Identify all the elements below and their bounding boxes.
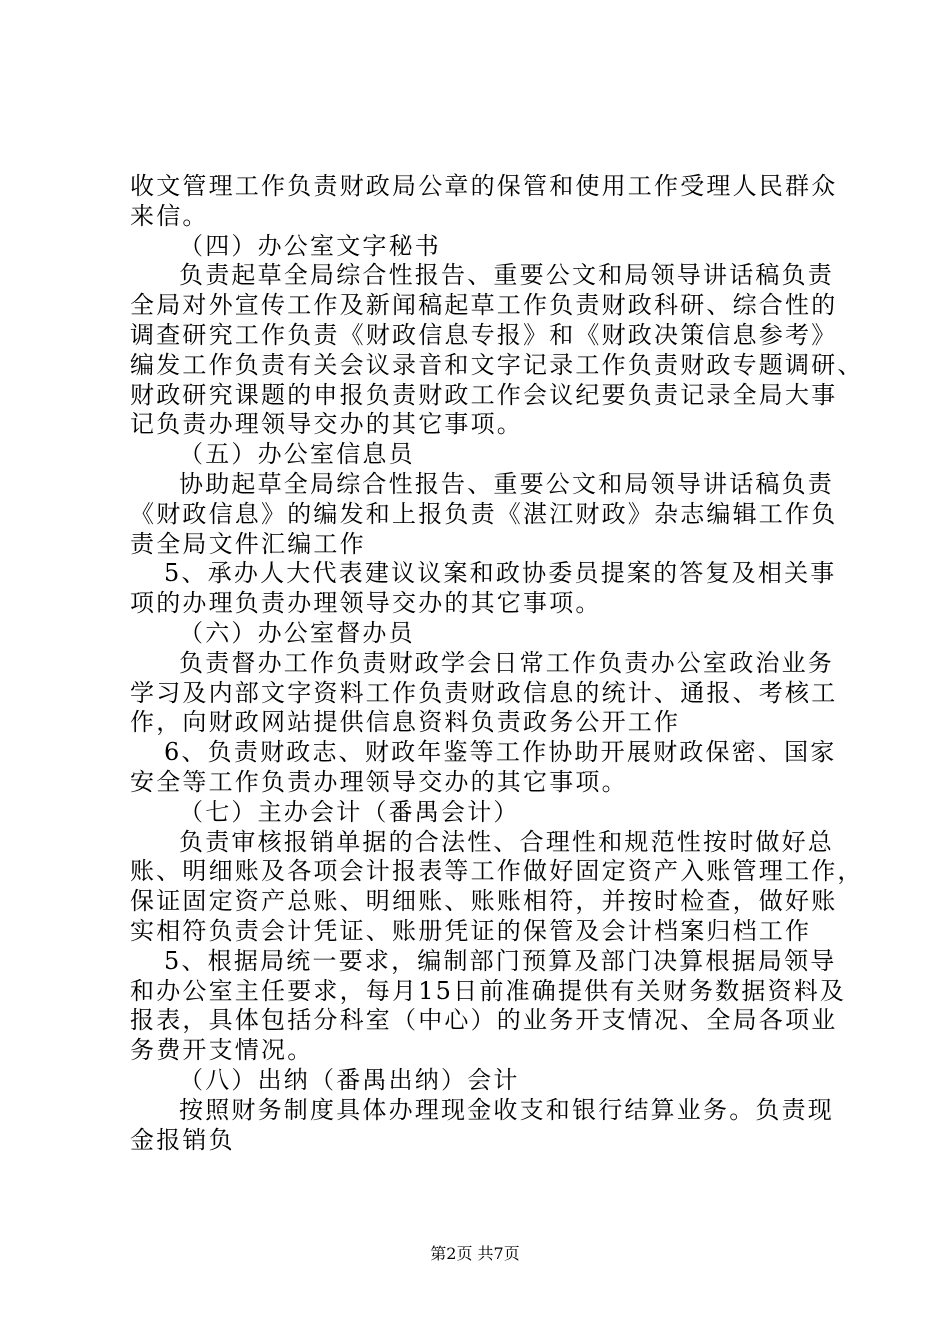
body-line: 财政研究课题的申报负责财政工作会议纪要负责记录全局大事 (130, 380, 838, 409)
numbered-item: 6、负责财政志、财政年鉴等工作协助开展财政保密、国家 (164, 738, 837, 767)
body-line: 实相符负责会计凭证、账册凭证的保管及会计档案归档工作 (130, 916, 812, 945)
body-line: 保证固定资产总账、明细账、账账相符，并按时检查，做好账 (130, 887, 838, 916)
section-heading: （四）办公室文字秘书 (179, 231, 441, 260)
body-line: 来信。 (130, 201, 209, 230)
body-line: 编发工作负责有关会议录音和文字记录工作负责财政专题调研、 (130, 350, 864, 379)
body-line: 和办公室主任要求，每月15日前准确提供有关财务数据资料及 (130, 976, 847, 1005)
numbered-item: 5、承办人大代表建议议案和政协委员提案的答复及相关事 (164, 559, 837, 588)
body-line: 项的办理负责办理领导交办的其它事项。 (130, 589, 602, 618)
body-line: 全局对外宣传工作及新闻稿起草工作负责财政科研、综合性的 (130, 291, 838, 320)
body-line: 负责起草全局综合性报告、重要公文和局领导讲话稿负责 (179, 261, 834, 290)
body-line: 负责审核报销单据的合法性、合理性和规范性按时做好总 (179, 827, 834, 856)
section-heading: （七）主办会计（番禺会计） (179, 797, 520, 826)
body-line: 《财政信息》的编发和上报负责《湛江财政》杂志编辑工作负 (130, 499, 838, 528)
page-number-footer: 第2页 共7页 (430, 1244, 520, 1263)
numbered-item: 5、根据局统一要求，编制部门预算及部门决算根据局领导 (164, 946, 837, 975)
body-line: 收文管理工作负责财政局公章的保管和使用工作受理人民群众 (130, 172, 838, 200)
document-body (130, 172, 864, 1155)
body-line: 按照财务制度具体办理现金收支和银行结算业务。负责现 (179, 1095, 834, 1124)
body-line: 学习及内部文字资料工作负责财政信息的统计、通报、考核工 (130, 678, 838, 707)
section-heading: （六）办公室督办员 (179, 618, 415, 647)
body-line: 负责督办工作负责财政学会日常工作负责办公室政治业务 (179, 648, 834, 677)
body-line: 作，向财政网站提供信息资料负责政务公开工作 (130, 708, 681, 737)
body-line: 账、明细账及各项会计报表等工作做好固定资产入账管理工作， (130, 857, 864, 886)
body-line: 协助起草全局综合性报告、重要公文和局领导讲话稿负责 (179, 469, 834, 498)
section-heading: （五）办公室信息员 (179, 440, 415, 469)
body-line: 安全等工作负责办理领导交办的其它事项。 (130, 767, 628, 796)
body-line: 调查研究工作负责《财政信息专报》和《财政决策信息参考》 (130, 320, 838, 349)
body-line: 务费开支情况。 (130, 1036, 314, 1065)
section-heading: （八）出纳（番禺出纳）会计 (179, 1065, 520, 1094)
body-line: 金报销负 (130, 1125, 235, 1154)
body-line: 报表，具体包括分科室（中心）的业务开支情况、全局各项业 (130, 1006, 838, 1035)
body-line: 责全局文件汇编工作 (130, 529, 366, 558)
body-line: 记负责办理领导交办的其它事项。 (130, 410, 523, 439)
